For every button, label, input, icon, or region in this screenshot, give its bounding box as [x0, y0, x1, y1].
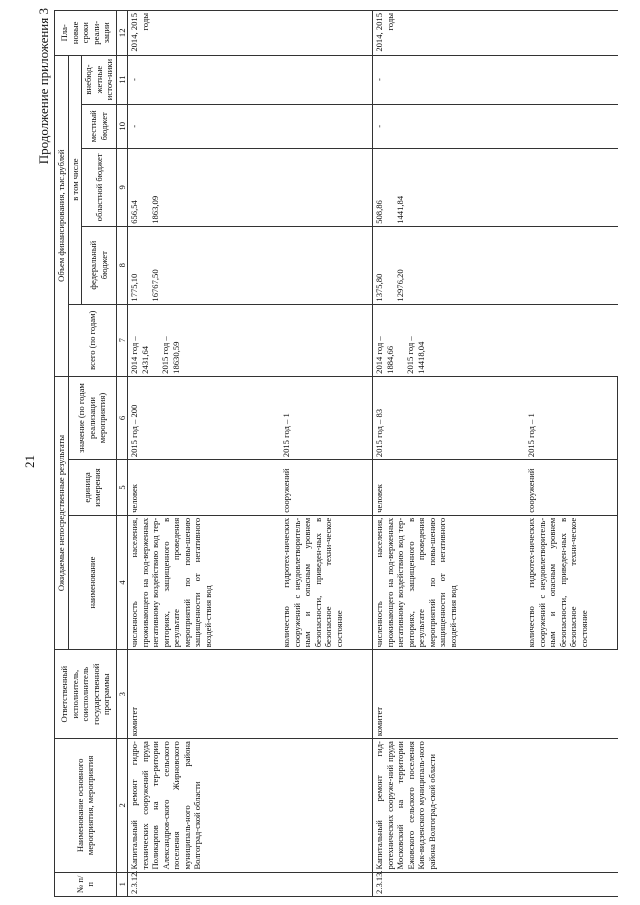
- header-federal: федеральный бюджет: [82, 226, 117, 304]
- col-number: 3: [116, 650, 128, 739]
- result-value: 2015 год – 200: [128, 376, 281, 459]
- col-number: 9: [116, 148, 128, 226]
- result-value: 2015 год – 83: [373, 376, 526, 459]
- header-terms: Пла-новые сроки реали-зации: [55, 11, 117, 56]
- federal-2014: 1775,10: [129, 273, 139, 302]
- terms-cell: 2014, 2015 годы: [373, 11, 618, 56]
- regional-cell: [128, 148, 373, 226]
- result-value: 2015 год – 1: [280, 376, 373, 459]
- result-name: количество гидротех-нических сооружений с неудовлетворитель-ным и опасным уровнем безопасности, приведен-ных в безопасное техни-ческое состояние: [280, 515, 373, 649]
- result-name: численность населения, проживающего на под-верженных негативному воздействию вод тер-риториях, защищенного в результате проведения мероприятий по повы-шению защищенности от негативного воздей-ствия вод: [373, 515, 526, 649]
- header-extra: внебюд-жетные источ-ники: [82, 55, 117, 104]
- total-cell: [128, 304, 373, 376]
- header-local: местный бюджет: [82, 104, 117, 148]
- federal-cell: [373, 226, 618, 304]
- federal-2014: 1375,80: [374, 273, 384, 302]
- total-2015: 2015 год – 14418,04: [405, 336, 426, 374]
- col-number: 5: [116, 460, 128, 516]
- total-cell: [373, 304, 618, 376]
- result-name: количество гидротех-нических сооружений с неудовлетворитель-ным и опасным уровнем безопасности, приведен-ных в безопасное техни-ческое состояние: [525, 515, 618, 649]
- header-res-unit: единица измерения: [68, 460, 116, 516]
- result-unit: человек: [373, 460, 526, 516]
- total-2014: 2014 год – 2431,64: [129, 336, 150, 374]
- col-number: 7: [116, 304, 128, 376]
- page-number: 21: [22, 455, 37, 468]
- row-num: 2.3.12.: [128, 872, 373, 896]
- regional-cell: [373, 148, 618, 226]
- col-number: 1: [116, 872, 128, 896]
- total-2015: 2015 год – 18630,59: [160, 336, 181, 374]
- header-num: № п/п: [55, 872, 117, 896]
- result-unit: сооружений: [525, 460, 618, 516]
- table-row: [373, 11, 526, 897]
- local-cell: -: [373, 104, 618, 148]
- federal-cell: [128, 226, 373, 304]
- row-executor: комитет: [373, 650, 618, 739]
- header-res-value: значение (по годам реализации мероприятия): [68, 376, 116, 459]
- table-row: [128, 11, 281, 897]
- header-row-1: [55, 11, 69, 897]
- row-name: Капитальный ремонт гидро-технических сооружений пруда Поликарпов на тер-ритории Александров-ского сельского поселения Жирновского муниципаль-ного района Волгоград-ской области: [128, 739, 373, 872]
- header-including: в том числе: [68, 55, 82, 304]
- column-number-row: [116, 11, 128, 897]
- result-value: 2015 год – 1: [525, 376, 618, 459]
- extra-cell: -: [373, 55, 618, 104]
- header-res-name: наименование: [68, 515, 116, 649]
- result-unit: сооружений: [280, 460, 373, 516]
- regional-2014: 656,54: [129, 200, 139, 224]
- result-unit: человек: [128, 460, 281, 516]
- col-number: 10: [116, 104, 128, 148]
- col-number: 11: [116, 55, 128, 104]
- header-regional: областной бюджет: [82, 148, 117, 226]
- header-funding: Объем финансирования, тыс.рублей: [55, 55, 69, 376]
- col-number: 6: [116, 376, 128, 459]
- regional-2015: 1441,84: [394, 195, 405, 224]
- col-number: 8: [116, 226, 128, 304]
- total-2014: 2014 год – 1884,66: [374, 336, 395, 374]
- row-name: Капитальный ремонт гид-ротехнических сооруже-ний пруда Московский на территории Ежовского сельского поселения Кик-видзенского муниципаль-ного района Волгоград-ской области: [373, 739, 618, 872]
- row-num: 2.3.13.: [373, 872, 618, 896]
- col-number: 2: [116, 739, 128, 872]
- col-number: 12: [116, 11, 128, 56]
- extra-cell: -: [128, 55, 373, 104]
- col-number: 4: [116, 515, 128, 649]
- terms-cell: 2014, 2015 годы: [128, 11, 373, 56]
- result-name: численность населения, проживающего на под-верженных негативному воздействию вод тер-риториях, защищенного в результате проведения мероприятий по повы-шению защищенности от негативного воздей-ствия вод: [128, 515, 281, 649]
- row-executor: комитет: [128, 650, 373, 739]
- federal-2015: 12976,20: [394, 269, 405, 302]
- regional-2015: 1863,09: [149, 195, 160, 224]
- header-name: Наименование основного мероприятия, мероприятия: [55, 739, 117, 872]
- header-expected: Ожидаемые непосредственные результаты: [55, 376, 69, 649]
- header-total: всего (по годам): [68, 304, 116, 376]
- program-table: [54, 10, 618, 897]
- regional-2014: 508,86: [374, 200, 384, 224]
- continuation-label: Продолжение приложения 3: [36, 8, 51, 165]
- header-executor: Ответственный исполнитель, соисполнитель государственной программы: [55, 650, 117, 739]
- local-cell: -: [128, 104, 373, 148]
- federal-2015: 16767,50: [149, 269, 160, 302]
